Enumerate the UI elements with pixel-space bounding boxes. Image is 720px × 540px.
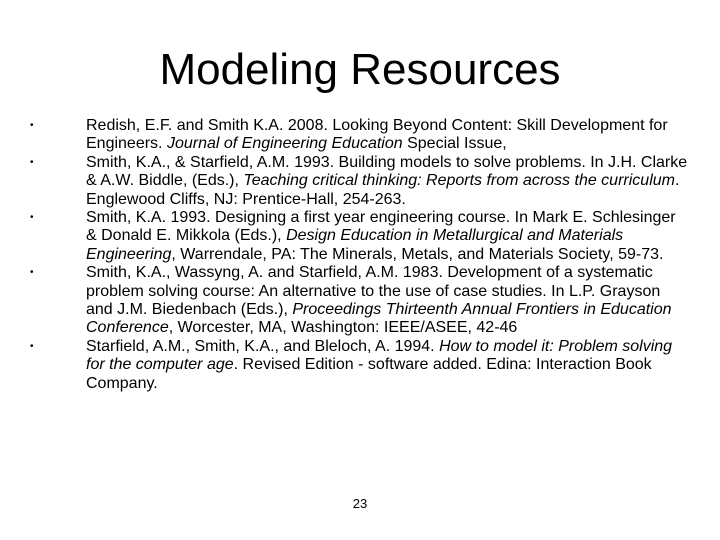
reference-segment: Smith, K.A. 1993. Designing a first year engineering course. In Mark E. Schlesinger & Donald E. Mikkola (Eds.), (86, 209, 676, 245)
reference-segment: Starfield, A.M., Smith, K.A., and Bleloch, A. 1994. (86, 337, 440, 355)
slide-title: Modeling Resources (159, 45, 561, 94)
bullet-icon: • (30, 340, 34, 352)
reference-segment: Smith, K.A., Wassyng, A. and Starfield, A.M. 1983. Development of a systematic problem solving course: An alternative to the use of case studies. In L.P. Grayson and J.M. Biedenbach (Eds.), (86, 264, 661, 319)
reference-segment: Smith, K.A., & Starfield, A.M. 1993. Building models to solve problems. In J.H. Clarke & A.W. Biddle, (Eds.), (86, 153, 688, 190)
reference-text (86, 264, 672, 336)
reference-text (86, 154, 687, 208)
reference-item (30, 117, 690, 154)
reference-segment: , Warrendale, PA: The Minerals, Metals, and Materials Society, 59-73. (171, 245, 664, 263)
reference-italic-segment: Journal of Engineering Education (166, 135, 403, 153)
reference-italic-segment: Design Education in Metallurgical and Materials Engineering (86, 227, 624, 263)
reference-segment: . Revised Edition - software added. Edina: Interaction Book Company. (86, 356, 652, 392)
reference-item (30, 338, 690, 393)
reference-list (30, 117, 690, 393)
reference-segment: Special Issue, (402, 135, 507, 153)
reference-italic-segment: How to model it: Problem solving for the computer age (86, 337, 673, 374)
reference-text (86, 209, 676, 263)
reference-text (86, 117, 668, 152)
reference-item (30, 264, 690, 338)
bullet-icon: • (30, 120, 34, 131)
page-number: 23 (352, 496, 368, 511)
reference-segment: Redish, E.F. and Smith K.A. 2008. Looking Beyond Content: Skill Development for Engineers. (86, 117, 668, 153)
reference-italic-segment: Teaching critical thinking: Reports from across the curriculum (243, 172, 675, 190)
bullet-icon: • (30, 267, 34, 279)
reference-item (30, 209, 690, 264)
reference-segment: . Englewood Cliffs, NJ: Prentice-Hall, 254-263. (86, 172, 680, 208)
reference-text (86, 338, 672, 392)
reference-italic-segment: Proceedings Thirteenth Annual Frontiers in Education Conference (86, 301, 672, 337)
reference-segment: , Worcester, MA, Washington: IEEE/ASEE, 42‑46 (168, 319, 518, 337)
reference-item (30, 154, 690, 209)
bullet-icon: • (30, 212, 34, 224)
bullet-icon: • (30, 156, 34, 168)
